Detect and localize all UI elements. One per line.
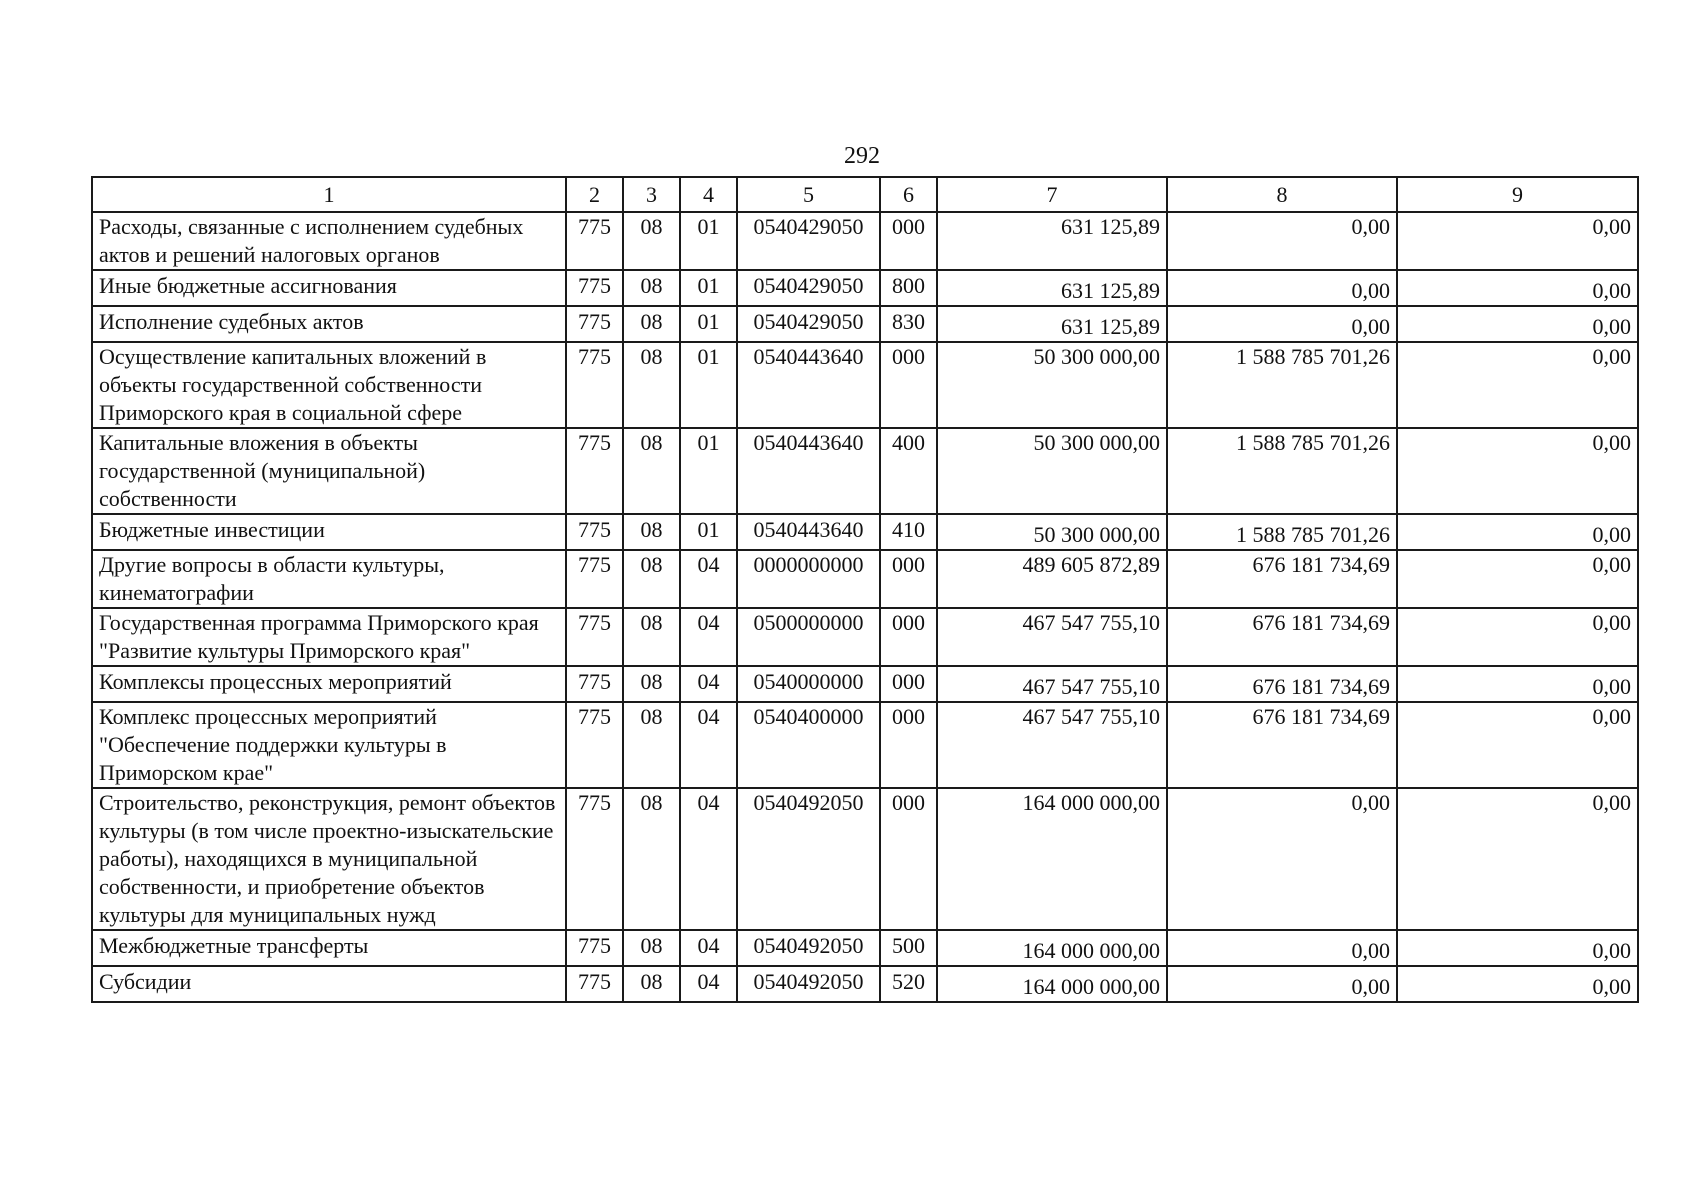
amount-col7: 164 000 000,00 [937,966,1167,1002]
row-name: Строительство, реконструкция, ремонт объектов культуры (в том числе проектно-изыскательские работы), находящихся в муниципальной собственности, и приобретение объектов культуры для муниципальных нужд [92,788,566,930]
table-row [92,514,1638,550]
amount-col8: 676 181 734,69 [1167,702,1397,788]
amount-col8: 676 181 734,69 [1167,666,1397,702]
subsection-code: 01 [680,270,737,306]
amount-col9: 0,00 [1397,550,1638,608]
amount-col8: 1 588 785 701,26 [1167,428,1397,514]
amount-col9: 0,00 [1397,306,1638,342]
amount-col8: 1 588 785 701,26 [1167,342,1397,428]
expense-type-code: 000 [880,702,937,788]
amount-col7: 467 547 755,10 [937,608,1167,666]
amount-col7: 164 000 000,00 [937,930,1167,966]
row-name: Бюджетные инвестиции [92,514,566,550]
row-name: Расходы, связанные с исполнением судебных актов и решений налоговых органов [92,212,566,270]
target-article-code: 0540492050 [737,788,880,930]
table-row [92,342,1638,428]
subsection-code: 04 [680,550,737,608]
column-header-4: 4 [680,177,737,212]
amount-col8: 0,00 [1167,930,1397,966]
subsection-code: 01 [680,428,737,514]
target-article-code: 0540443640 [737,342,880,428]
section-code: 08 [623,666,680,702]
section-code: 08 [623,550,680,608]
amount-col9: 0,00 [1397,608,1638,666]
amount-col8: 0,00 [1167,966,1397,1002]
column-header-5: 5 [737,177,880,212]
amount-col7: 631 125,89 [937,270,1167,306]
row-name: Межбюджетные трансферты [92,930,566,966]
target-article-code: 0540492050 [737,966,880,1002]
amount-col8: 0,00 [1167,212,1397,270]
amount-col7: 467 547 755,10 [937,702,1167,788]
section-code: 08 [623,342,680,428]
amount-col8: 0,00 [1167,306,1397,342]
amount-col9: 0,00 [1397,270,1638,306]
amount-col8: 1 588 785 701,26 [1167,514,1397,550]
row-name: Осуществление капитальных вложений в объекты государственной собственности Приморского края в социальной сфере [92,342,566,428]
row-name: Капитальные вложения в объекты государственной (муниципальной) собственности [92,428,566,514]
row-name: Государственная программа Приморского края "Развитие культуры Приморского края" [92,608,566,666]
expense-type-code: 500 [880,930,937,966]
section-code: 08 [623,608,680,666]
expense-type-code: 800 [880,270,937,306]
amount-col8: 0,00 [1167,788,1397,930]
subsection-code: 01 [680,514,737,550]
table-row [92,666,1638,702]
target-article-code: 0500000000 [737,608,880,666]
amount-col7: 50 300 000,00 [937,342,1167,428]
expense-type-code: 000 [880,666,937,702]
admin-code: 775 [566,270,623,306]
table-row [92,966,1638,1002]
amount-col7: 467 547 755,10 [937,666,1167,702]
row-name: Другие вопросы в области культуры, кинематографии [92,550,566,608]
amount-col9: 0,00 [1397,342,1638,428]
table-row [92,306,1638,342]
table-row [92,788,1638,930]
expense-type-code: 000 [880,212,937,270]
table-row [92,930,1638,966]
admin-code: 775 [566,608,623,666]
section-code: 08 [623,212,680,270]
table-row [92,608,1638,666]
admin-code: 775 [566,930,623,966]
row-name: Субсидии [92,966,566,1002]
admin-code: 775 [566,212,623,270]
budget-table [91,176,1639,1003]
admin-code: 775 [566,788,623,930]
section-code: 08 [623,306,680,342]
amount-col9: 0,00 [1397,428,1638,514]
table-body [92,212,1638,1002]
subsection-code: 04 [680,966,737,1002]
column-header-3: 3 [623,177,680,212]
target-article-code: 0000000000 [737,550,880,608]
page-number: 292 [844,143,880,169]
expense-type-code: 000 [880,550,937,608]
column-header-2: 2 [566,177,623,212]
section-code: 08 [623,428,680,514]
subsection-code: 01 [680,306,737,342]
amount-col9: 0,00 [1397,788,1638,930]
amount-col8: 676 181 734,69 [1167,608,1397,666]
expense-type-code: 400 [880,428,937,514]
amount-col9: 0,00 [1397,212,1638,270]
subsection-code: 04 [680,702,737,788]
subsection-code: 04 [680,608,737,666]
admin-code: 775 [566,966,623,1002]
admin-code: 775 [566,342,623,428]
expense-type-code: 830 [880,306,937,342]
table-row [92,702,1638,788]
section-code: 08 [623,788,680,930]
column-header-7: 7 [937,177,1167,212]
section-code: 08 [623,930,680,966]
expense-type-code: 000 [880,788,937,930]
header-row [92,177,1638,212]
target-article-code: 0540429050 [737,306,880,342]
column-header-9: 9 [1397,177,1638,212]
target-article-code: 0540429050 [737,270,880,306]
amount-col9: 0,00 [1397,514,1638,550]
section-code: 08 [623,966,680,1002]
table-row [92,212,1638,270]
row-name: Исполнение судебных актов [92,306,566,342]
target-article-code: 0540000000 [737,666,880,702]
section-code: 08 [623,270,680,306]
row-name: Комплекс процессных мероприятий "Обеспечение поддержки культуры в Приморском крае" [92,702,566,788]
section-code: 08 [623,702,680,788]
subsection-code: 01 [680,212,737,270]
subsection-code: 01 [680,342,737,428]
subsection-code: 04 [680,666,737,702]
subsection-code: 04 [680,788,737,930]
admin-code: 775 [566,306,623,342]
amount-col9: 0,00 [1397,930,1638,966]
section-code: 08 [623,514,680,550]
expense-type-code: 410 [880,514,937,550]
table-row [92,428,1638,514]
column-header-1: 1 [92,177,566,212]
amount-col9: 0,00 [1397,966,1638,1002]
admin-code: 775 [566,514,623,550]
amount-col8: 676 181 734,69 [1167,550,1397,608]
amount-col7: 50 300 000,00 [937,514,1167,550]
admin-code: 775 [566,702,623,788]
admin-code: 775 [566,428,623,514]
table-row [92,550,1638,608]
expense-type-code: 000 [880,342,937,428]
amount-col7: 164 000 000,00 [937,788,1167,930]
amount-col7: 631 125,89 [937,306,1167,342]
column-header-6: 6 [880,177,937,212]
target-article-code: 0540492050 [737,930,880,966]
amount-col7: 631 125,89 [937,212,1167,270]
admin-code: 775 [566,550,623,608]
target-article-code: 0540429050 [737,212,880,270]
target-article-code: 0540443640 [737,428,880,514]
expense-type-code: 000 [880,608,937,666]
row-name: Комплексы процессных мероприятий [92,666,566,702]
amount-col7: 50 300 000,00 [937,428,1167,514]
amount-col9: 0,00 [1397,702,1638,788]
table-row [92,270,1638,306]
expense-type-code: 520 [880,966,937,1002]
amount-col8: 0,00 [1167,270,1397,306]
row-name: Иные бюджетные ассигнования [92,270,566,306]
admin-code: 775 [566,666,623,702]
subsection-code: 04 [680,930,737,966]
amount-col9: 0,00 [1397,666,1638,702]
column-header-8: 8 [1167,177,1397,212]
target-article-code: 0540400000 [737,702,880,788]
target-article-code: 0540443640 [737,514,880,550]
amount-col7: 489 605 872,89 [937,550,1167,608]
